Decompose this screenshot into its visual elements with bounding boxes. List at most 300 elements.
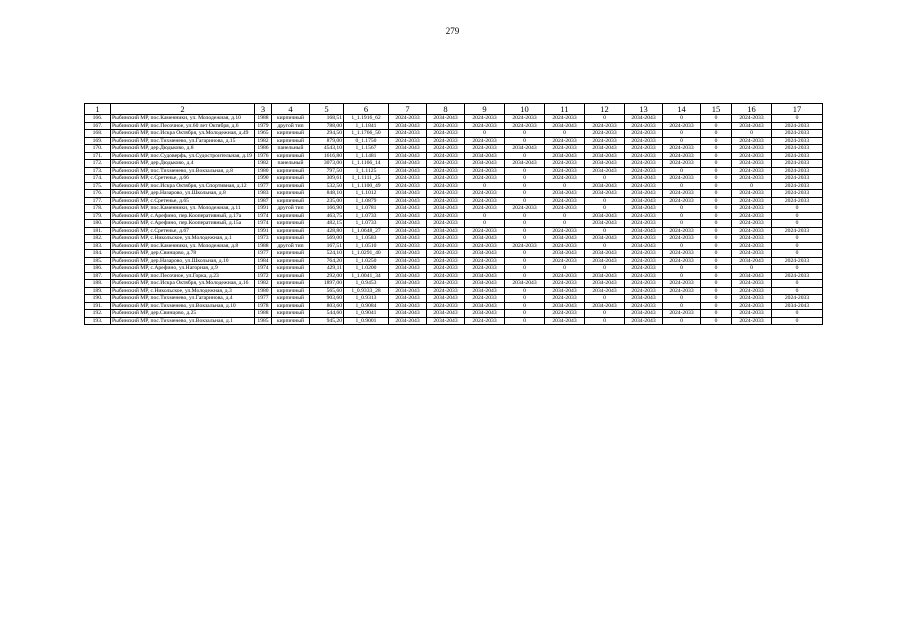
table-cell: 1978 <box>255 302 272 310</box>
table-cell: 0 <box>701 175 732 183</box>
table-cell: 2024-2033 <box>663 280 701 288</box>
table-cell: 0 <box>701 152 732 160</box>
table-cell: кирпичный <box>272 295 310 303</box>
table-row <box>85 137 823 145</box>
table-cell: 0 <box>465 212 505 220</box>
table-cell: 0 <box>585 242 625 250</box>
table-cell: 0 <box>701 227 732 235</box>
table-cell: 2034-2043 <box>625 317 663 325</box>
table-cell: 2024-2033 <box>732 175 772 183</box>
table-cell: 0 <box>701 190 732 198</box>
table-cell: 544,60 <box>310 310 344 318</box>
table-cell: 2034-2043 <box>545 235 585 243</box>
table-cell: 1_1.1481 <box>344 152 389 160</box>
table-cell: 569,00 <box>310 235 344 243</box>
table-cell: 1982 <box>255 160 272 168</box>
table-cell: 0 <box>505 302 545 310</box>
address-cell: Рыбинский МР, пос.Каменники, ул. Молодежная, д.11 <box>111 205 255 213</box>
table-cell: 0 <box>701 160 732 168</box>
table-row <box>85 115 823 123</box>
table-cell: 0 <box>585 175 625 183</box>
table-cell: 1973 <box>255 235 272 243</box>
table-cell: 2024-2033 <box>625 122 663 130</box>
table-cell: 1977 <box>255 250 272 258</box>
table-cell: 2024-2033 <box>427 152 465 160</box>
table-cell: 2024-2033 <box>663 227 701 235</box>
address-cell: Рыбинский МР, с.Арефино, ул.Нагорная, д.9 <box>111 265 255 273</box>
row-number-cell: 182. <box>85 235 111 243</box>
table-cell: 0 <box>701 197 732 205</box>
table-cell: 0 <box>663 130 701 138</box>
table-cell: 1988 <box>255 115 272 123</box>
table-cell: 2034-2043 <box>389 265 427 273</box>
table-cell: 1965 <box>255 130 272 138</box>
table-cell: 0 <box>701 137 732 145</box>
table-cell: 2024-2033 <box>772 160 823 168</box>
table-cell: 1976 <box>255 152 272 160</box>
table-cell: 1974 <box>255 220 272 228</box>
table-cell: 0 <box>663 167 701 175</box>
table-cell: 2024-2033 <box>427 167 465 175</box>
table-cell: 0 <box>701 242 732 250</box>
table-cell: 235,00 <box>310 197 344 205</box>
table-cell: 0 <box>701 295 732 303</box>
address-cell: Рыбинский МР, пос.Тихменево, ул.Вокзальная, д.1 <box>111 317 255 325</box>
table-cell: 2034-2043 <box>389 272 427 280</box>
row-number-cell: 170. <box>85 145 111 153</box>
table-cell: 0 <box>505 227 545 235</box>
address-cell: Рыбинский МР, пос.Судоверфь, ул.Судостроительная, д.19 <box>111 152 255 160</box>
table-cell: 1_0.9333_28 <box>344 287 389 295</box>
table-cell: 2034-2043 <box>545 122 585 130</box>
table-cell: 2024-2033 <box>505 205 545 213</box>
table-cell: 0 <box>701 115 732 123</box>
table-cell: кирпичный <box>272 302 310 310</box>
table-cell: 0 <box>505 190 545 198</box>
table-cell: 2024-2033 <box>625 160 663 168</box>
table-cell: 2034-2043 <box>389 212 427 220</box>
table-cell: 2034-2043 <box>625 115 663 123</box>
table-cell: 565,60 <box>310 287 344 295</box>
table-cell: 2024-2033 <box>732 280 772 288</box>
table-cell: 1985 <box>255 317 272 325</box>
table-cell: 2024-2033 <box>772 257 823 265</box>
address-cell: Рыбинский МР, с.Никольское, ул.Молодежная, д.3 <box>111 287 255 295</box>
table-cell: 2024-2033 <box>427 257 465 265</box>
row-number-cell: 190. <box>85 295 111 303</box>
table-cell: 2024-2033 <box>772 122 823 130</box>
table-cell: 0 <box>505 167 545 175</box>
table-cell: 0 <box>772 242 823 250</box>
table-cell: 1977 <box>255 182 272 190</box>
address-cell: Рыбинский МР, пос.Искра Октября, ул.Молодежная, д.49 <box>111 130 255 138</box>
table-cell: 2034-2043 <box>465 310 505 318</box>
table-cell: 0 <box>701 205 732 213</box>
table-cell: 0 <box>663 242 701 250</box>
table-cell: 2034-2043 <box>389 160 427 168</box>
table-cell: 0 <box>545 130 585 138</box>
table-cell: 0 <box>772 287 823 295</box>
table-cell: 1_0.9453 <box>344 280 389 288</box>
table-cell: 2024-2033 <box>465 175 505 183</box>
table-row <box>85 175 823 183</box>
table-cell: 2024-2033 <box>427 235 465 243</box>
table-cell: 1_1.1012 <box>344 190 389 198</box>
table-cell: 2024-2033 <box>772 190 823 198</box>
table-cell: 2034-2043 <box>585 272 625 280</box>
table-cell: 1_1.1166_14 <box>344 160 389 168</box>
table-cell: 2024-2033 <box>427 280 465 288</box>
table-cell: 2034-2043 <box>505 145 545 153</box>
table-cell: кирпичный <box>272 272 310 280</box>
table-row <box>85 190 823 198</box>
table-row <box>85 235 823 243</box>
table-cell: 2034-2043 <box>545 302 585 310</box>
table-row <box>85 145 823 153</box>
table-cell: 2024-2033 <box>732 295 772 303</box>
table-cell: 2024-2033 <box>427 137 465 145</box>
table-cell: 2024-2033 <box>625 265 663 273</box>
table-cell: 1_1.0583 <box>344 235 389 243</box>
table-cell: 2034-2043 <box>389 205 427 213</box>
table-cell: 463,75 <box>310 212 344 220</box>
table-cell: 1_1.0200 <box>344 265 389 273</box>
table-cell: 0 <box>465 220 505 228</box>
table-row <box>85 310 823 318</box>
table-cell: 2034-2043 <box>427 227 465 235</box>
table-cell: 2024-2033 <box>545 137 585 145</box>
table-cell: 2024-2033 <box>625 152 663 160</box>
table-cell: 2024-2033 <box>732 227 772 235</box>
table-row <box>85 167 823 175</box>
table-cell: 764,20 <box>310 257 344 265</box>
row-number-cell: 191. <box>85 302 111 310</box>
table-cell: 2024-2033 <box>732 317 772 325</box>
table-cell: 1977 <box>255 295 272 303</box>
table-cell: 2024-2033 <box>663 197 701 205</box>
table-cell: 0 <box>505 295 545 303</box>
table-cell: 0 <box>772 220 823 228</box>
table-cell: 0 <box>505 220 545 228</box>
table-cell: 2034-2043 <box>585 190 625 198</box>
table-cell: 2024-2033 <box>732 235 772 243</box>
table-cell: 2034-2043 <box>389 295 427 303</box>
table-cell: 2034-2043 <box>585 257 625 265</box>
table-cell: 2024-2033 <box>772 182 823 190</box>
row-number-cell: 176. <box>85 190 111 198</box>
table-cell: 2034-2043 <box>732 257 772 265</box>
table-row <box>85 295 823 303</box>
table-row <box>85 152 823 160</box>
table-cell: 1_1.0648_27 <box>344 227 389 235</box>
table-cell: 1974 <box>255 265 272 273</box>
table-cell: 4543,10 <box>310 145 344 153</box>
column-number-cell: 4 <box>272 104 310 115</box>
table-cell: 2024-2033 <box>545 197 585 205</box>
table-cell: другой тип <box>272 242 310 250</box>
address-cell: Рыбинский МР, пос.Тихменево, ул.Вокзальная, д.10 <box>111 302 255 310</box>
column-number-cell: 17 <box>772 104 823 115</box>
table-cell: 1_1.0733 <box>344 212 389 220</box>
table-cell: 0 <box>701 145 732 153</box>
table-cell: кирпичный <box>272 310 310 318</box>
table-cell: кирпичный <box>272 287 310 295</box>
table-cell: 1_1.1567 <box>344 145 389 153</box>
table-row <box>85 242 823 250</box>
table-cell: 1991 <box>255 227 272 235</box>
table-cell: кирпичный <box>272 182 310 190</box>
table-cell: 2024-2033 <box>545 257 585 265</box>
table-cell: панельный <box>272 145 310 153</box>
table-cell: кирпичный <box>272 212 310 220</box>
table-cell: 2034-2043 <box>585 160 625 168</box>
table-cell: 0 <box>772 212 823 220</box>
table-cell: 2024-2033 <box>465 242 505 250</box>
address-cell: Рыбинский МР, пос.Песочное, ул.Горка, д.23 <box>111 272 255 280</box>
table-cell: 2024-2033 <box>663 190 701 198</box>
table-cell: 0 <box>663 205 701 213</box>
table-cell: 2024-2033 <box>585 122 625 130</box>
table-cell: 2034-2043 <box>465 302 505 310</box>
table-cell: 2034-2043 <box>585 220 625 228</box>
table-cell: 0 <box>663 220 701 228</box>
table-cell: кирпичный <box>272 227 310 235</box>
table-cell: 0 <box>505 197 545 205</box>
table-cell: 429,11 <box>310 265 344 273</box>
column-number-cell: 15 <box>701 104 732 115</box>
table-cell: 2034-2043 <box>389 190 427 198</box>
table-cell: 2024-2033 <box>772 197 823 205</box>
table-cell: 0 <box>772 310 823 318</box>
table-cell: 2024-2033 <box>663 175 701 183</box>
table-cell: 428,80 <box>310 227 344 235</box>
table-cell: 2034-2043 <box>389 257 427 265</box>
table-cell: 166,90 <box>310 205 344 213</box>
table-cell: 2034-2043 <box>585 182 625 190</box>
table-cell: 1616,80 <box>310 152 344 160</box>
table-cell: 2024-2033 <box>545 310 585 318</box>
row-number-cell: 171. <box>85 152 111 160</box>
table-row <box>85 265 823 273</box>
table-cell: 2034-2043 <box>545 152 585 160</box>
table-cell: 2034-2043 <box>389 250 427 258</box>
table-cell: 2024-2033 <box>732 212 772 220</box>
row-number-cell: 185. <box>85 257 111 265</box>
table-cell: 2034-2043 <box>505 160 545 168</box>
table-cell: 2024-2033 <box>465 317 505 325</box>
table-cell: 2024-2033 <box>427 130 465 138</box>
column-number-cell: 9 <box>465 104 505 115</box>
table-cell: 1986 <box>255 145 272 153</box>
table-cell: 2034-2043 <box>585 302 625 310</box>
row-number-cell: 175. <box>85 182 111 190</box>
table-cell: 2034-2043 <box>389 235 427 243</box>
table-cell: 2034-2043 <box>389 220 427 228</box>
table-cell: 1_1.0041_34 <box>344 272 389 280</box>
table-cell: 482,15 <box>310 220 344 228</box>
table-cell: 2024-2033 <box>625 235 663 243</box>
table-cell: 2034-2043 <box>389 145 427 153</box>
table-cell: 2024-2033 <box>585 130 625 138</box>
table-cell: 2024-2033 <box>427 160 465 168</box>
table-cell: 0 <box>585 295 625 303</box>
table-cell: 0 <box>505 272 545 280</box>
table-cell: 0 <box>701 280 732 288</box>
table-cell: 2024-2033 <box>545 205 585 213</box>
table-cell: 0 <box>663 212 701 220</box>
row-number-cell: 177. <box>85 197 111 205</box>
table-cell: 2024-2033 <box>427 145 465 153</box>
table-cell: 0 <box>585 205 625 213</box>
table-cell: 0 <box>663 302 701 310</box>
table-cell: 2024-2033 <box>663 287 701 295</box>
row-number-cell: 181. <box>85 227 111 235</box>
table-row <box>85 287 823 295</box>
row-number-cell: 174. <box>85 175 111 183</box>
table-cell: кирпичный <box>272 235 310 243</box>
table-cell: 1983 <box>255 190 272 198</box>
table-cell: 2024-2033 <box>732 137 772 145</box>
row-number-cell: 166. <box>85 115 111 123</box>
table-row <box>85 257 823 265</box>
table-cell: 2034-2043 <box>625 242 663 250</box>
table-cell: 2034-2043 <box>427 317 465 325</box>
row-number-cell: 183. <box>85 242 111 250</box>
table-cell: 1_0.9084 <box>344 302 389 310</box>
table-cell: 945,20 <box>310 317 344 325</box>
table-cell: 2024-2033 <box>625 130 663 138</box>
table-cell: 803,60 <box>310 302 344 310</box>
table-cell: 2034-2043 <box>505 280 545 288</box>
table-cell: другой тип <box>272 205 310 213</box>
table-cell: 0 <box>505 265 545 273</box>
table-cell: 2034-2043 <box>585 250 625 258</box>
table-cell: 1974 <box>255 212 272 220</box>
table-cell: 1982 <box>255 137 272 145</box>
address-cell: Рыбинский МР, дер.Дюдьково, д.8 <box>111 145 255 153</box>
table-cell: 0 <box>732 182 772 190</box>
table-cell: 2024-2033 <box>389 130 427 138</box>
table-cell: 2024-2033 <box>732 115 772 123</box>
table-cell: 2024-2033 <box>732 302 772 310</box>
table-cell: 2024-2033 <box>545 115 585 123</box>
table-cell: 2024-2033 <box>465 295 505 303</box>
table-cell: 0 <box>663 295 701 303</box>
table-cell: 2024-2033 <box>732 190 772 198</box>
table-cell: 1972 <box>255 272 272 280</box>
table-cell: 0 <box>701 182 732 190</box>
table-row <box>85 302 823 310</box>
table-cell: 2024-2033 <box>772 145 823 153</box>
table-cell: 2034-2043 <box>585 152 625 160</box>
row-number-cell: 184. <box>85 250 111 258</box>
table-cell: 2024-2033 <box>465 167 505 175</box>
address-cell: Рыбинский МР, с.Сретенье, д.67 <box>111 227 255 235</box>
table-row <box>85 250 823 258</box>
table-cell: 0 <box>772 265 823 273</box>
table-cell: 903,60 <box>310 295 344 303</box>
table-cell: 0 <box>701 250 732 258</box>
table-cell: 0 <box>772 317 823 325</box>
table-cell: 1980 <box>255 167 272 175</box>
table-cell: кирпичный <box>272 190 310 198</box>
address-cell: Рыбинский МР, пос.Искра Октября, ул.Молодежная, д.16 <box>111 280 255 288</box>
table-cell: 2034-2043 <box>732 272 772 280</box>
column-number-cell: 16 <box>732 104 772 115</box>
column-number-cell: 10 <box>505 104 545 115</box>
table-cell: 294,50 <box>310 130 344 138</box>
table-cell: 2024-2033 <box>663 250 701 258</box>
table-cell: 1984 <box>255 257 272 265</box>
address-cell: Рыбинский МР, дер.Свинцово, д.78 <box>111 250 255 258</box>
table-cell: 2024-2033 <box>389 115 427 123</box>
table-cell: 1987 <box>255 197 272 205</box>
table-cell: 2024-2033 <box>427 287 465 295</box>
table-cell: кирпичный <box>272 220 310 228</box>
table-cell: 2024-2033 <box>465 205 505 213</box>
table-cell: 2024-2033 <box>772 152 823 160</box>
table-cell: 1990 <box>255 175 272 183</box>
table-cell: 0 <box>663 265 701 273</box>
table-cell: другой тип <box>272 122 310 130</box>
table-cell: 2024-2033 <box>772 130 823 138</box>
table-cell: 0 <box>585 310 625 318</box>
address-cell: Рыбинский МР, пос.Песочное, ул.60 лет Октября, д.6 <box>111 122 255 130</box>
table-cell: 788,00 <box>310 122 344 130</box>
table-cell: 2034-2043 <box>465 152 505 160</box>
column-number-cell: 11 <box>545 104 585 115</box>
address-cell: Рыбинский МР, с.Никольское, ул.Молодежная, д.1 <box>111 235 255 243</box>
table-cell: 0 <box>585 197 625 205</box>
table-cell: 0 <box>505 250 545 258</box>
table-cell: 2024-2033 <box>545 160 585 168</box>
table-cell: 2034-2043 <box>625 295 663 303</box>
table-cell: 2034-2043 <box>427 205 465 213</box>
table-cell: 0 <box>772 205 823 213</box>
column-number-cell: 6 <box>344 104 389 115</box>
table-cell: 0 <box>701 317 732 325</box>
table-cell: 2024-2033 <box>732 205 772 213</box>
table-cell: 2024-2033 <box>545 175 585 183</box>
table-cell: кирпичный <box>272 167 310 175</box>
table-cell: 2034-2043 <box>545 287 585 295</box>
column-number-cell: 8 <box>427 104 465 115</box>
table-row <box>85 220 823 228</box>
table-cell: 1991 <box>255 205 272 213</box>
table-cell: 0 <box>585 115 625 123</box>
table-cell: 2024-2033 <box>663 235 701 243</box>
table-cell: 0 <box>505 257 545 265</box>
table-cell: 1_1.1916_62 <box>344 115 389 123</box>
table-cell: 0 <box>585 317 625 325</box>
table-cell: 2034-2043 <box>625 205 663 213</box>
table-cell: 524,10 <box>310 250 344 258</box>
column-number-cell: 2 <box>111 104 255 115</box>
register-table <box>84 103 823 325</box>
table-cell: 2024-2033 <box>732 310 772 318</box>
table-cell: 848,10 <box>310 190 344 198</box>
table-cell: 2034-2043 <box>585 145 625 153</box>
table-cell: 0 <box>701 130 732 138</box>
table-cell: 2034-2043 <box>465 235 505 243</box>
table-cell: 1_1.0250 <box>344 257 389 265</box>
table-cell: 2034-2043 <box>465 272 505 280</box>
table-cell: 2034-2043 <box>389 302 427 310</box>
table-cell: 0 <box>505 310 545 318</box>
table-cell: 2034-2043 <box>389 167 427 175</box>
table-cell: 2034-2043 <box>465 287 505 295</box>
table-cell: 2024-2033 <box>772 227 823 235</box>
